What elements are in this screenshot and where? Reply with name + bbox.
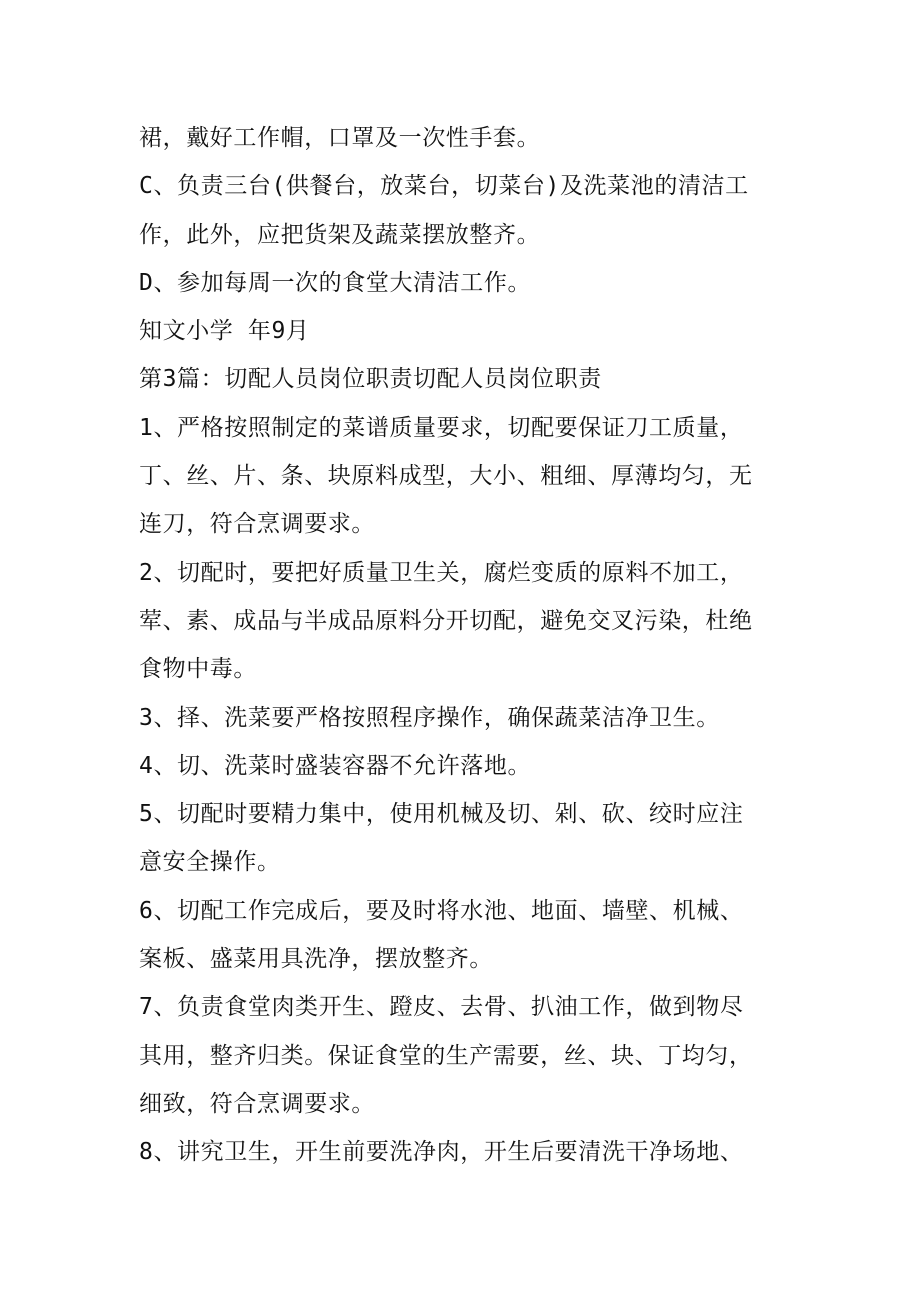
text-line: 连刀，符合烹调要求。 xyxy=(139,511,375,538)
text-line: 3、择、洗菜要严格按照程序操作，确保蔬菜洁净卫生。 xyxy=(139,704,720,731)
text-line: 知文小学 年9月 xyxy=(139,318,310,345)
text-line: 1、严格按照制定的菜谱质量要求，切配要保证刀工质量， xyxy=(139,414,744,441)
text-line: D、参加每周一次的食堂大清洁工作。 xyxy=(139,269,532,296)
text-line: 2、切配时，要把好质量卫生关，腐烂变质的原料不加工， xyxy=(139,559,744,586)
text-line: 细致，符合烹调要求。 xyxy=(139,1090,375,1117)
text-line: 4、切、洗菜时盛装容器不允许落地。 xyxy=(139,752,532,779)
text-line: 作，此外，应把货架及蔬菜摆放整齐。 xyxy=(139,221,541,248)
text-line: 8、讲究卫生，开生前要洗净肉，开生后要清洗干净场地、 xyxy=(139,1139,744,1166)
document-body xyxy=(139,114,809,1177)
text-line: 裙，戴好工作帽，口罩及一次性手套。 xyxy=(139,125,541,151)
text-line: C、负责三台(供餐台，放菜台，切菜台)及洗菜池的清洁工 xyxy=(139,173,749,200)
text-line: 6、切配工作完成后，要及时将水池、地面、墙壁、机械、 xyxy=(139,897,744,924)
text-line: 5、切配时要精力集中，使用机械及切、剁、砍、绞时应注 xyxy=(139,801,744,828)
text-line: 案板、盛菜用具洗净，摆放整齐。 xyxy=(139,946,493,973)
section-heading: 第3篇：切配人员岗位职责切配人员岗位职责 xyxy=(139,366,602,393)
text-line: 意安全操作。 xyxy=(139,849,281,876)
text-line: 7、负责食堂肉类开生、蹬皮、去骨、扒油工作，做到物尽 xyxy=(139,994,744,1021)
text-line: 其用，整齐归类。保证食堂的生产需要，丝、块、丁均匀， xyxy=(139,1042,753,1069)
text-line: 食物中毒。 xyxy=(139,656,257,683)
text-line: 荤、素、成品与半成品原料分开切配，避免交叉污染，杜绝 xyxy=(139,607,753,634)
text-line: 丁、丝、片、条、块原料成型，大小、粗细、厚薄均匀，无 xyxy=(139,463,753,490)
